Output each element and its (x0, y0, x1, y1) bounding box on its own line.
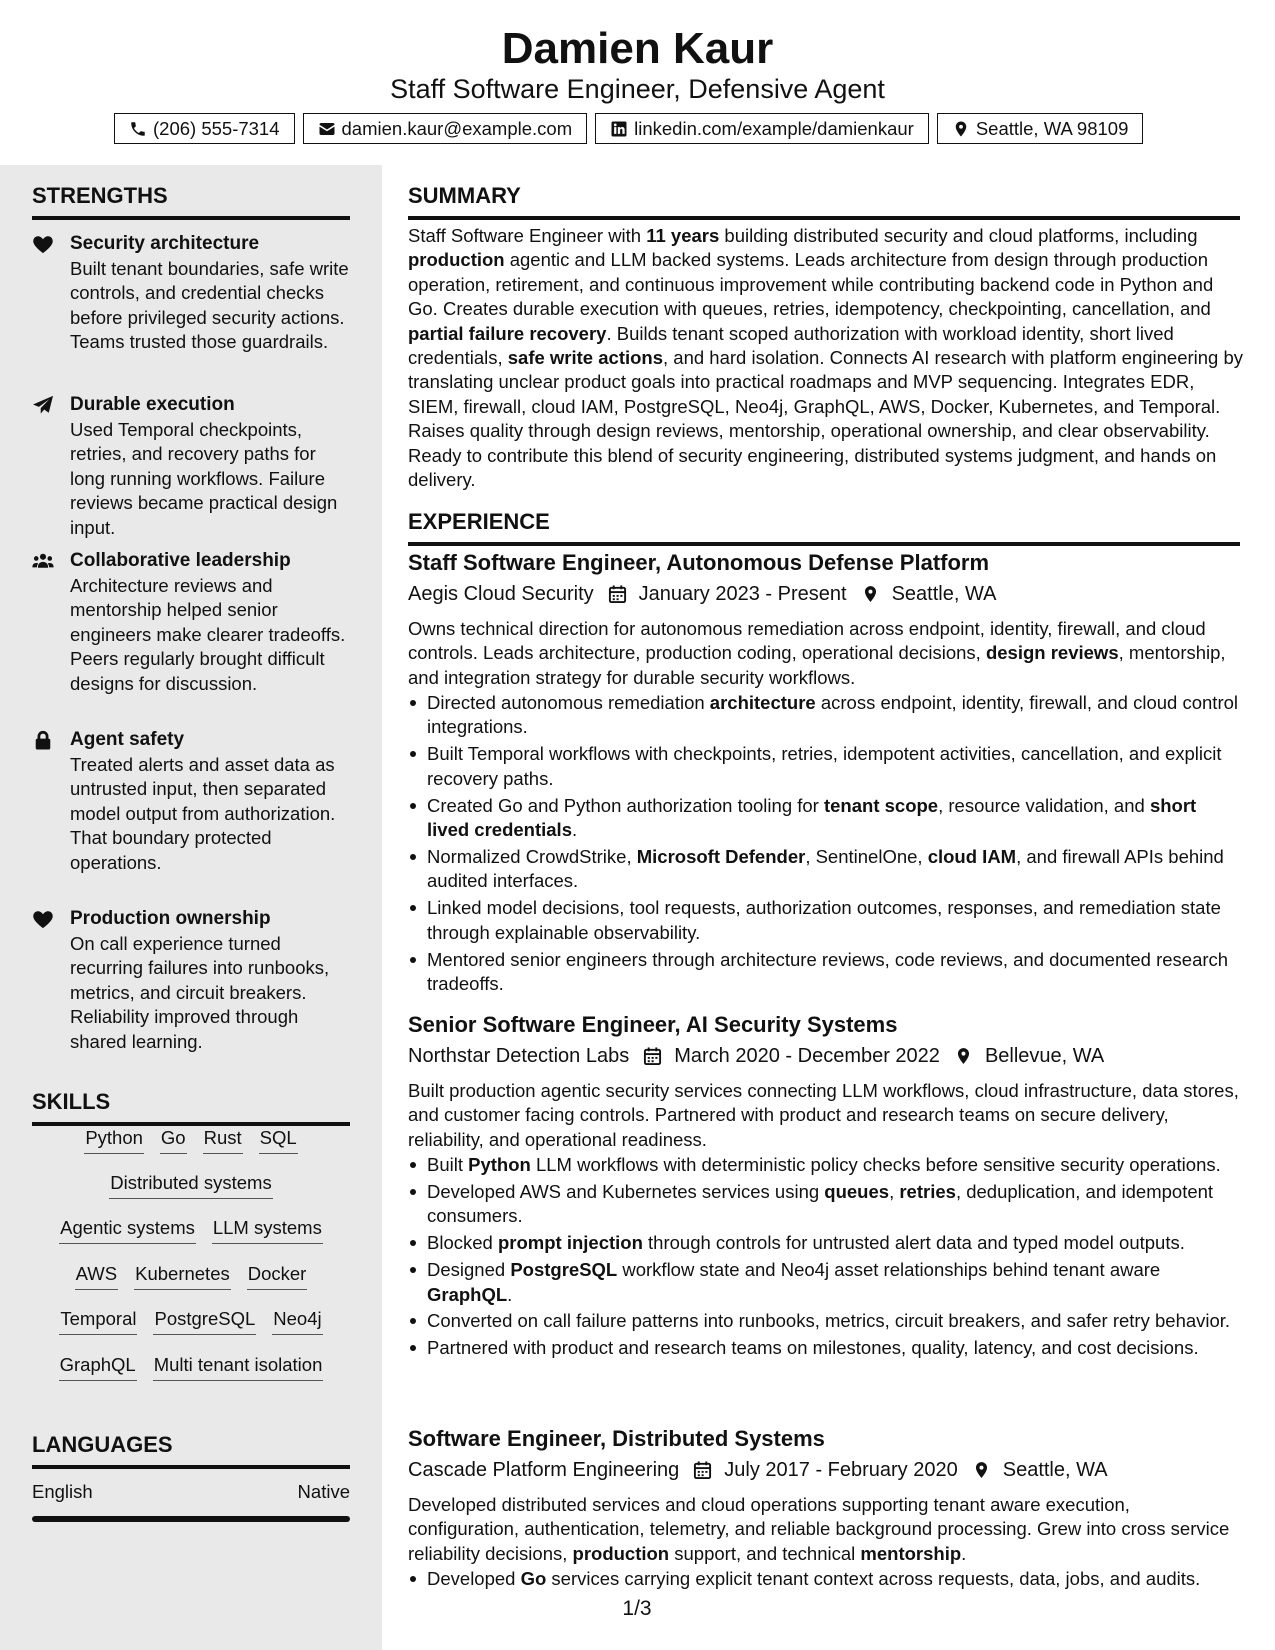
contact-bar (114, 113, 1143, 144)
map-pin-icon (861, 584, 880, 604)
skills-row (32, 1261, 350, 1290)
languages-heading: LANGUAGES (32, 1431, 350, 1469)
text-segment: , and firewall APIs behind audited interfaces. (427, 845, 1224, 892)
contact-phone[interactable] (114, 113, 295, 144)
job-company: Cascade Platform Engineering (408, 1459, 680, 1481)
strengths-heading: STRENGTHS (32, 182, 350, 220)
text-segment: Blocked (427, 1232, 498, 1254)
job-description (408, 1493, 1243, 1566)
text-segment: , and hard isolation. Connects AI research with platform engineering by translating unclear product goals into practical roadmaps and MVP sequencing. Integrates EDR, SIEM, firewall, cloud IAM, PostgreSQL, Neo4j, GraphQL, AWS, Docker, Kubernetes, and Temporal. Raises quality through design reviews, mentorship, operational ownership, and clear observability. Ready to contribute this blend of security engineering, distributed systems judgment, and hands on delivery. (408, 347, 1244, 491)
job-meta (408, 1456, 1108, 1484)
job-company: Northstar Detection Labs (408, 1045, 630, 1067)
job-location: Seattle, WA (1002, 1459, 1108, 1481)
contact-email[interactable] (303, 113, 588, 144)
skill-tag: Rust (203, 1125, 243, 1154)
text-segment: . (961, 1542, 967, 1564)
linkedin-icon (610, 120, 628, 138)
summary-heading: SUMMARY (408, 182, 1240, 220)
strength-text: Architecture reviews and mentorship helped senior engineers make clearer tradeoffs. Peers regularly brought difficult designs for discussion. (70, 575, 346, 694)
job-bullets (408, 1153, 1243, 1363)
job-meta (408, 1042, 1104, 1070)
bold-text: Python (468, 1154, 531, 1175)
job-description (408, 617, 1243, 690)
strength-text: Used Temporal checkpoints, retries, and recovery paths for long running workflows. Failure reviews became practical design input. (70, 419, 338, 538)
bold-text: Microsoft Defender (636, 845, 806, 867)
paper-plane-icon (32, 395, 54, 415)
job-title: Staff Software Engineer, Autonomous Defense Platform (408, 550, 990, 575)
contact-linkedin[interactable] (595, 113, 929, 144)
job-company: Aegis Cloud Security (408, 583, 594, 605)
bullet-item (408, 1258, 1243, 1307)
text-segment: Converted on call failure patterns into runbooks, metrics, circuit breakers, and safer retry behavior. (427, 1310, 1231, 1332)
bold-text: safe write actions (507, 347, 664, 369)
skill-tag: AWS (75, 1261, 118, 1290)
text-segment: support, and technical (669, 1542, 861, 1564)
bold-text: queues (824, 1180, 890, 1202)
job-location: Bellevue, WA (984, 1045, 1105, 1067)
skill-tag: Python (84, 1125, 144, 1154)
bullet-item (408, 742, 1243, 791)
text-segment: Linked model decisions, tool requests, authorization outcomes, responses, and remediation state through explainable observability. (427, 897, 1221, 943)
text-segment: Directed autonomous remediation (427, 692, 710, 713)
contact-linkedin-text: linkedin.com/example/damienkaur (634, 117, 914, 139)
phone-icon (129, 120, 147, 138)
bold-text: 11 years (646, 225, 720, 246)
bold-text: GraphQL (427, 1283, 508, 1305)
job-title: Software Engineer, Distributed Systems (408, 1426, 825, 1451)
text-segment: . (571, 819, 578, 841)
text-segment: Mentored senior engineers through architecture reviews, code reviews, and documented research tradeoffs. (427, 948, 1229, 994)
language-proficiency-bar (32, 1516, 350, 1522)
text-segment: services carrying explicit tenant context across requests, data, jobs, and audits. (546, 1568, 1201, 1589)
skills-heading: SKILLS (32, 1088, 350, 1126)
skill-tag: Docker (247, 1261, 308, 1290)
job-bullets (408, 1567, 1243, 1594)
strength-title: Collaborative leadership (70, 550, 291, 571)
bullet-item (408, 845, 1243, 894)
bullet-item (408, 1336, 1243, 1360)
bold-text: prompt injection (497, 1232, 643, 1254)
experience-heading: EXPERIENCE (408, 508, 1240, 546)
bold-text: short lived credentials (427, 794, 1197, 841)
map-pin-icon (952, 120, 970, 138)
language-level: Native (297, 1481, 350, 1502)
map-pin-icon (972, 1460, 991, 1480)
text-segment: . Builds tenant scoped authorization with workload identity, short lived credentials, (408, 322, 1174, 369)
skill-tag: Kubernetes (134, 1261, 231, 1290)
candidate-title: Staff Software Engineer, Defensive Agent (390, 74, 885, 104)
page-number: 1/3 (622, 1597, 652, 1620)
skill-tag: Temporal (59, 1306, 137, 1335)
text-segment: . (507, 1283, 513, 1305)
contact-location-text: Seattle, WA 98109 (975, 117, 1129, 139)
skill-tag: LLM systems (212, 1215, 323, 1244)
candidate-name: Damien Kaur (501, 24, 774, 73)
text-segment: across endpoint, identity, firewall, and cloud control integrations. (427, 692, 1239, 738)
skill-tag: Go (160, 1125, 187, 1154)
job-meta (408, 580, 996, 608)
bold-text: PostgreSQL (510, 1259, 618, 1281)
text-segment: agentic and LLM backed systems. Leads architecture from design through production operation, retirement, and continuous improvement while contributing backend code in Python and Go. Creates durable execution with queues, retries, idempotency, checkpointing, cancellation, and (408, 249, 1214, 320)
bold-text: partial failure recovery (408, 322, 607, 344)
bold-text: production (408, 249, 505, 271)
skills-row (32, 1306, 350, 1335)
skills-row (32, 1352, 350, 1381)
heart-icon (32, 234, 54, 254)
text-segment: workflow state and Neo4j asset relationships behind tenant aware (617, 1259, 1161, 1281)
text-segment: Designed (427, 1259, 511, 1281)
strength-text: On call experience turned recurring failures into runbooks, metrics, and circuit breakers. Reliability improved through shared learning. (70, 933, 330, 1052)
bold-text: retries (899, 1180, 956, 1202)
text-segment: through controls for untrusted alert data and typed model outputs. (642, 1232, 1185, 1254)
text-segment: Built Temporal workflows with checkpoints, retries, idempotent activities, cancellation, and explicit recovery paths. (427, 743, 1222, 789)
bullet-item (408, 1231, 1243, 1255)
job-bullets (408, 691, 1243, 999)
job-description (408, 1079, 1243, 1152)
bullet-item (408, 1309, 1243, 1333)
strength-title: Agent safety (70, 729, 185, 750)
job-dates: March 2020 - December 2022 (674, 1045, 940, 1067)
bold-text: Go (520, 1568, 547, 1589)
resume-header (0, 0, 1275, 165)
bullet-item (408, 691, 1243, 740)
text-segment: , resource validation, and (938, 794, 1150, 816)
skills-row (32, 1125, 350, 1154)
text-segment: , deduplication, and idempotent consumers. (427, 1180, 1214, 1227)
summary-text (408, 224, 1243, 492)
bullet-item (408, 794, 1243, 843)
calendar-icon (693, 1460, 712, 1480)
skill-tag: Agentic systems (59, 1215, 196, 1244)
job-location: Seattle, WA (891, 583, 997, 605)
text-segment: Partnered with product and research teams on milestones, quality, latency, and cost decisions. (427, 1337, 1199, 1359)
skills-row (32, 1215, 350, 1244)
skill-tag: SQL (259, 1125, 298, 1154)
skills-row (32, 1170, 350, 1199)
strength-text: Treated alerts and asset data as untrusted input, then separated model output from authorization. That boundary protected operations. (70, 754, 336, 873)
bold-text: production (572, 1542, 670, 1564)
skill-tag: Distributed systems (109, 1170, 272, 1199)
lock-icon (32, 730, 54, 750)
strength-title: Security architecture (70, 233, 260, 254)
envelope-icon (318, 120, 336, 138)
skill-tag: PostgreSQL (153, 1306, 256, 1335)
bullet-item (408, 1180, 1243, 1229)
text-segment: Developed (427, 1568, 521, 1589)
contact-phone-text: (206) 555-7314 (153, 117, 280, 139)
text-segment: Created Go and Python authorization tooling for (427, 794, 824, 816)
calendar-icon (643, 1046, 662, 1066)
heart-icon (32, 909, 54, 929)
bold-text: tenant scope (823, 794, 939, 816)
strength-title: Durable execution (70, 394, 235, 415)
text-segment: Developed AWS and Kubernetes services using (427, 1180, 825, 1202)
text-segment: Built production agentic security services connecting LLM workflows, cloud infrastructure, data stores, and customer facing controls. Partnered with product and research teams on secure delivery, reliability, and operational readiness. (408, 1080, 1239, 1150)
text-segment: Built (427, 1154, 469, 1175)
skill-tag: Neo4j (272, 1306, 322, 1335)
text-segment: , mentorship, and integration strategy for durable security workflows. (408, 642, 1226, 688)
skill-tag: Multi tenant isolation (153, 1352, 324, 1381)
sidebar (0, 165, 382, 1650)
text-segment: , (889, 1180, 900, 1202)
language-item (32, 1480, 350, 1504)
bullet-item (408, 896, 1243, 945)
job-title: Senior Software Engineer, AI Security Systems (408, 1012, 898, 1037)
bold-text: architecture (709, 692, 816, 713)
text-segment: building distributed security and cloud platforms, including (719, 225, 1198, 246)
contact-email-text: damien.kaur@example.com (341, 117, 573, 139)
bullet-item (408, 948, 1243, 997)
bold-text: design reviews (985, 642, 1119, 664)
text-segment: LLM workflows with deterministic policy checks before sensitive security operations. (530, 1154, 1221, 1175)
contact-location (937, 113, 1144, 144)
job-dates: July 2017 - February 2020 (724, 1459, 958, 1481)
strength-title: Production ownership (70, 908, 271, 929)
map-pin-icon (954, 1046, 973, 1066)
skill-tag: GraphQL (59, 1352, 137, 1381)
text-segment: Staff Software Engineer with (408, 225, 647, 246)
text-segment: Owns technical direction for autonomous remediation across endpoint, identity, firewall, and cloud controls. Leads architecture, production coding, operational decisions, (408, 618, 1206, 664)
text-segment: , SentinelOne, (805, 845, 928, 867)
strength-text: Built tenant boundaries, safe write controls, and credential checks before privileged security actions. Teams trusted those guardrails. (70, 258, 349, 353)
text-segment: Developed distributed services and cloud operations supporting tenant aware execution, configuration, authentication, telemetry, and reliable background processing. Grew into cross service reliability decisions, (408, 1494, 1230, 1564)
users-icon (32, 551, 54, 571)
text-segment: Normalized CrowdStrike, (427, 845, 637, 867)
language-name: English (32, 1481, 93, 1502)
job-dates: January 2023 - Present (638, 583, 847, 605)
bold-text: mentorship (860, 1542, 962, 1564)
calendar-icon (608, 584, 627, 604)
bullet-item (408, 1153, 1243, 1177)
bold-text: cloud IAM (927, 845, 1017, 867)
bullet-item (408, 1567, 1243, 1591)
